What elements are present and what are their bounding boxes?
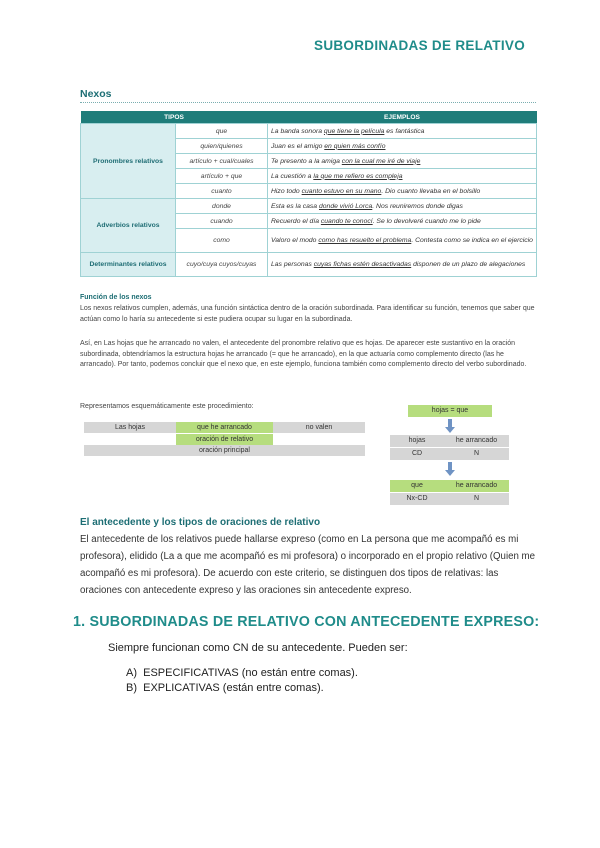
tipo-cell: cuyo/cuya cuyos/cuyas — [176, 253, 268, 277]
tipo-cell: donde — [176, 199, 268, 214]
example-cell: Recuerdo el día cuando te conocí. Se lo devolveré cuando me lo pide — [268, 214, 537, 229]
scheme-oracion-principal: oración principal — [84, 445, 365, 456]
arrow-down-icon — [446, 419, 454, 433]
header-tipos: TIPOS — [81, 111, 268, 124]
antecedente-paragraph: El antecedente de los relativos puede hallarse expreso (como en La persona que me acompañó es mi profesora), elidido (La a que me acompañó es mi profesora) o incorporado en el propio relativo (Quien me acompañó es mi profesora). De acuerdo con este criterio, se distinguen dos tipos de relativas: las oraciones con antecedente expreso y las oraciones sin antecedente expreso. — [80, 534, 536, 596]
scheme-oracion-relativo: oración de relativo — [176, 434, 273, 445]
scheme-pair1-fn-b: N — [444, 448, 509, 460]
scheme-intro: Representamos esquemáticamente este procedimiento: — [80, 403, 254, 410]
group-adverbios: Adverbios relativos — [81, 199, 176, 253]
scheme-pair2-fn-a: Nx-CD — [390, 493, 444, 505]
example-cell: La cuestión a la que me refiero es compleja — [268, 169, 537, 184]
section-intro: Siempre funcionan como CN de su antecedente. Pueden ser: — [108, 642, 408, 654]
arrow-down-icon — [446, 462, 454, 476]
list-item: B) EXPLICATIVAS (están entre comas). — [126, 682, 324, 694]
scheme-no-valen: no valen — [273, 422, 365, 433]
paragraph-ejemplo: Así, en Las hojas que he arrancado no valen, el antecedente del pronombre relativo que es hojas. De aparecer este sustantivo en la oración subordinada, obtendríamos la estructura hojas he arrancado (= que he arrancado), en la que actuaría como complemento directo (las he arrancado). Por tanto, podemos concluir que el nexo que, en este ejemplo, funciona también como complemento directo del verbo subordinado. — [80, 340, 527, 368]
list-item: A) ESPECIFICATIVAS (no están entre comas). — [126, 667, 358, 679]
scheme-hojas-igual-que: hojas = que — [408, 405, 492, 417]
scheme-pair1-b: he arrancado — [444, 435, 509, 447]
example-cell: Las personas cuyas fichas estén desactivadas disponen de un plazo de alegaciones — [268, 253, 537, 277]
tipo-cell: que — [176, 124, 268, 139]
tipo-cell: como — [176, 229, 268, 253]
tipo-cell: artículo + cual/cuales — [176, 154, 268, 169]
tipo-cell: artículo + que — [176, 169, 268, 184]
example-cell: Esta es la casa donde vivió Lorca. Nos reuniremos donde digas — [268, 199, 537, 214]
scheme-pair1-a: hojas — [390, 435, 444, 447]
scheme-pair2-fn-b: N — [444, 493, 509, 505]
tipo-cell: cuanto — [176, 184, 268, 199]
example-cell: La banda sonora que tiene la película es fantástica — [268, 124, 537, 139]
tipo-cell: cuando — [176, 214, 268, 229]
example-cell: Hizo todo cuanto estuvo en su mano. Dio cuanto llevaba en el bolsillo — [268, 184, 537, 199]
page-title: SUBORDINADAS DE RELATIVO — [314, 38, 525, 53]
group-determinantes: Determinantes relativos — [81, 253, 176, 277]
example-cell: Te presento a la amiga con la cual me iré de viaje — [268, 154, 537, 169]
paragraph-funcion: Los nexos relativos cumplen, además, una función sintáctica dentro de la oración subordinada. Para identificar su función, tenemos que saber que actúan como lo haría su antecedente si este pudiera ocupar su lugar en la subordinada. — [80, 305, 535, 323]
example-cell: Valoro el modo como has resuelto el problema. Contesta como se indica en el ejercicio — [268, 229, 537, 253]
scheme-las-hojas: Las hojas — [84, 422, 176, 433]
nexos-heading: Nexos — [80, 88, 112, 100]
scheme-pair2-a: que — [390, 480, 444, 492]
divider — [80, 102, 536, 103]
funcion-heading: Función de los nexos — [80, 294, 152, 301]
group-pronombres: Pronombres relativos — [81, 124, 176, 199]
section-title: 1. SUBORDINADAS DE RELATIVO CON ANTECEDENTE EXPRESO: — [73, 614, 540, 630]
example-cell: Juan es el amigo en quien más confío — [268, 139, 537, 154]
header-ejemplos: EJEMPLOS — [268, 111, 537, 124]
scheme-que-he-arrancado: que he arrancado — [176, 422, 273, 433]
scheme-pair2-b: he arrancado — [444, 480, 509, 492]
antecedente-heading: El antecedente y los tipos de oraciones de relativo — [80, 517, 321, 528]
tipo-cell: quien/quienes — [176, 139, 268, 154]
scheme-pair1-fn-a: CD — [390, 448, 444, 460]
nexos-table — [80, 111, 537, 277]
